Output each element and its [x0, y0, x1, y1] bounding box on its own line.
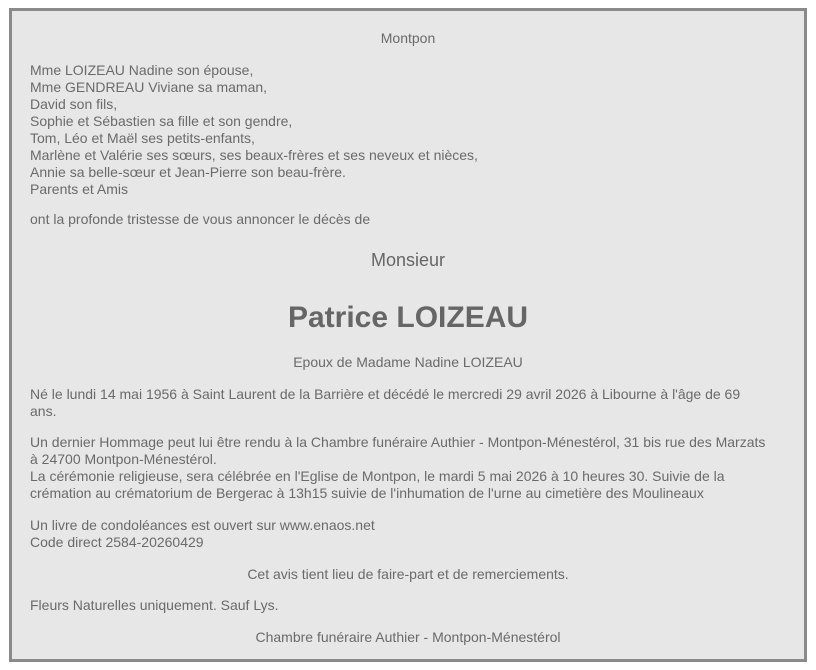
- location-header: Montpon: [380, 30, 436, 46]
- announcement-text: ont la profonde tristesse de vous annoncer le décès de: [30, 211, 371, 227]
- family-line: Annie sa belle-sœur et Jean-Pierre son beau-frère.: [30, 164, 346, 180]
- family-line: David son fils,: [30, 96, 118, 112]
- funeral-home-footer: Chambre funéraire Authier - Montpon-Ménestérol: [255, 629, 561, 645]
- family-line: Parents et Amis: [30, 181, 129, 197]
- ceremony-line-2: à 24700 Montpon-Ménestérol.: [30, 451, 217, 467]
- ceremony-line-1: Un dernier Hommage peut lui être rendu à la Chambre funéraire Authier - Montpon-Ménestérol, 31 bis rue des Marzats: [30, 434, 766, 450]
- family-line: Marlène et Valérie ses sœurs, ses beaux-frères et ses neveux et nièces,: [30, 147, 478, 163]
- flowers-text: Fleurs Naturelles uniquement. Sauf Lys.: [30, 597, 279, 613]
- ceremony-line-3: La cérémonie religieuse, sera célébrée en l'Eglise de Montpon, le mardi 5 mai 2026 à 10 heures 30. Suivie de la: [30, 468, 725, 484]
- birth-death-line-2: ans.: [30, 403, 57, 419]
- family-line: Tom, Léo et Maël ses petits-enfants,: [30, 130, 255, 146]
- deceased-name: Patrice LOIZEAU: [287, 301, 529, 334]
- family-line: Mme GENDREAU Viviane sa maman,: [30, 79, 268, 95]
- ceremony-line-4: crémation au crématorium de Bergerac à 13h15 suivie de l'inhumation de l'urne au cimetière des Moulineaux: [30, 485, 704, 501]
- family-line: Sophie et Sébastien sa fille et son gendre,: [30, 113, 293, 129]
- notice-text: Cet avis tient lieu de faire-part et de remerciements.: [247, 566, 569, 582]
- birth-death-line-1: Né le lundi 14 mai 1956 à Saint Laurent de la Barrière et décédé le mercredi 29 avril 2026 à Libourne à l'âge de 69: [30, 386, 741, 402]
- obituary-notice: [9, 8, 807, 662]
- family-line: Mme LOIZEAU Nadine son épouse,: [30, 62, 254, 78]
- condolences-line-1: Un livre de condoléances est ouvert sur www.enaos.net: [30, 517, 375, 533]
- spouse-line: Epoux de Madame Nadine LOIZEAU: [293, 354, 523, 370]
- honorific: Monsieur: [370, 250, 446, 270]
- condolences-code: Code direct 2584-20260429: [30, 534, 204, 550]
